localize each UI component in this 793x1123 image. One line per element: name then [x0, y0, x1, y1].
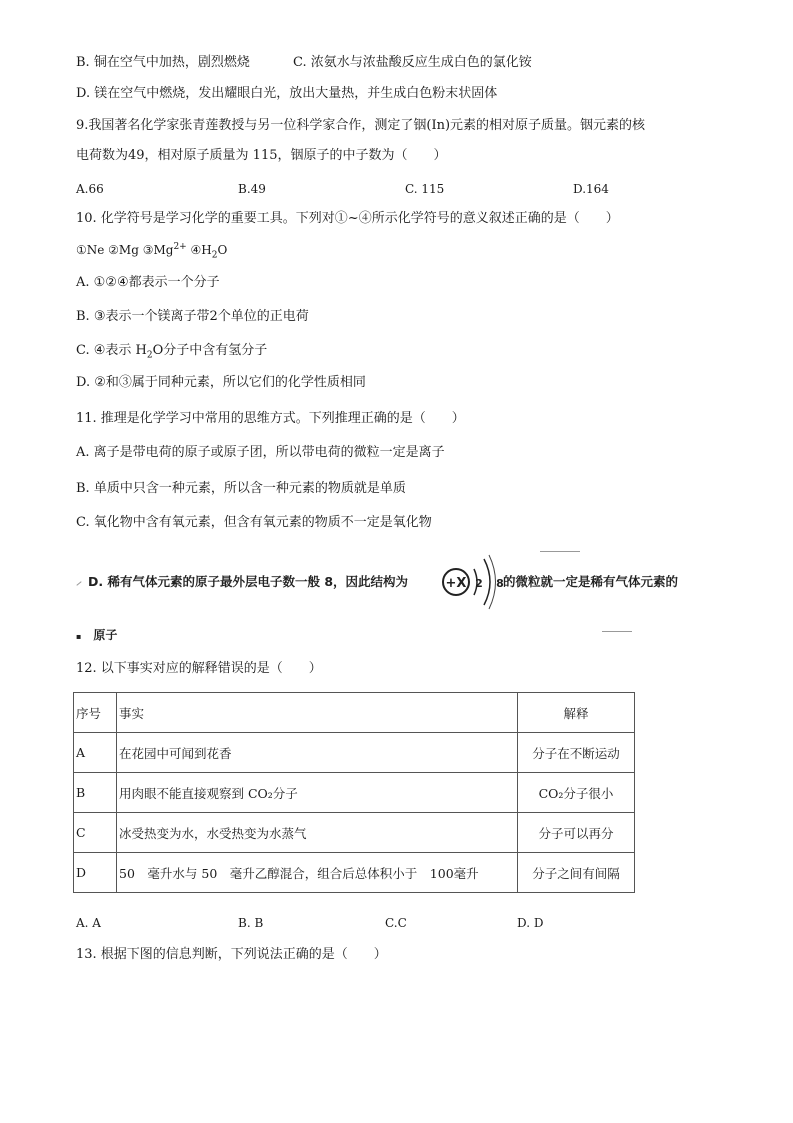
q9-option-b: B.49 [238, 182, 266, 196]
q11-option-c: C. 氧化物中含有氧元素，但含有氧元素的物质不一定是氧化物 [76, 515, 432, 530]
shell-1-electrons: 2 [475, 577, 483, 590]
option-8b: B. 铜在空气中加热，剧烈燃烧 [76, 55, 250, 70]
table-row [74, 813, 635, 853]
table-cell: CO₂分子很小 [518, 773, 635, 813]
q10-option-b: B. ③表示一个镁离子带2个单位的正电荷 [76, 309, 309, 324]
q9-option-d: D.164 [573, 182, 609, 196]
atom-structure-diagram [440, 553, 502, 611]
q10-symbols: ①Ne ②Mg $③Mg^{2+}$ $④H_2O$ [76, 242, 228, 261]
q12-option-d: D. D [517, 916, 544, 930]
table-cell: 分子在不断运动 [518, 733, 635, 773]
table-cell: C [74, 813, 117, 853]
q11-option-a: A. 离子是带电荷的原子或原子团，所以带电荷的微粒一定是离子 [76, 445, 445, 460]
question-9-line1: 9.我国著名化学家张青莲教授与另一位科学家合作，测定了铟(In)元素的相对原子质量。铟元素的核 [76, 118, 646, 133]
table-cell: 冰受热变为水，水受热变为水蒸气 [117, 813, 518, 853]
q9-option-c: C. 115 [405, 182, 445, 196]
q11-option-d-post: 的微粒就一定是稀有气体元素的 [503, 574, 679, 589]
table-cell: 分子可以再分 [518, 813, 635, 853]
nucleus-label: +X [445, 576, 467, 591]
q10-option-c: C. ④表示 $H_2O$分子中含有氢分子 [76, 343, 268, 361]
scan-artifact [76, 581, 81, 586]
q12-option-b: B. B [238, 916, 264, 930]
question-10: 10. 化学符号是学习化学的重要工具。下列对①~④所示化学符号的意义叙述正确的是（ ） [76, 211, 619, 226]
table-cell: 用肉眼不能直接观察到 CO₂分子 [117, 773, 518, 813]
question-13: 13. 根据下图的信息判断，下列说法正确的是（ ） [76, 947, 387, 962]
q9-option-a: A.66 [76, 182, 104, 196]
shell-2-electrons: 8 [496, 577, 504, 590]
option-8c: C. 浓氨水与浓盐酸反应生成白色的氯化铵 [293, 55, 532, 70]
q11-option-d-end: ▪ 原子 [76, 628, 118, 642]
table-header-cell: 事实 [117, 693, 518, 733]
table-cell: 50 毫升水与 50 毫升乙醇混合，组合后总体积小于 100毫升 [117, 853, 518, 893]
table-header-row [74, 693, 635, 733]
option-8d: D. 镁在空气中燃烧，发出耀眼白光，放出大量热，并生成白色粉末状固体 [76, 86, 498, 101]
q11-option-b: B. 单质中只含一种元素，所以含一种元素的物质就是单质 [76, 481, 406, 496]
table-cell: D [74, 853, 117, 893]
q10-option-d: D. ②和③属于同种元素，所以它们的化学性质相同 [76, 375, 366, 390]
q12-option-a: A. A [76, 916, 101, 930]
question-9-line2: 电荷数为49，相对原子质量为 115，铟原子的中子数为（ ） [76, 148, 447, 163]
question-12: 12. 以下事实对应的解释错误的是（ ） [76, 661, 322, 676]
table-row [74, 853, 635, 893]
table-cell: 分子之间有间隔 [518, 853, 635, 893]
table-row [74, 733, 635, 773]
table-header-cell: 序号 [74, 693, 117, 733]
q10-option-a: A. ①②④都表示一个分子 [76, 275, 220, 290]
table-cell: B [74, 773, 117, 813]
q11-option-d-pre: D. 稀有气体元素的原子最外层电子数一般 8，因此结构为 [88, 574, 409, 589]
shell-arc-2 [484, 559, 490, 605]
table-row [74, 773, 635, 813]
table-header-cell: 解释 [518, 693, 635, 733]
scan-artifact [540, 551, 580, 552]
table-cell: 在花园中可闻到花香 [117, 733, 518, 773]
question-11: 11. 推理是化学学习中常用的思维方式。下列推理正确的是（ ） [76, 411, 465, 426]
scan-artifact [602, 631, 632, 632]
facts-table [73, 692, 635, 893]
q12-option-c: C.C [385, 916, 407, 930]
table-cell: A [74, 733, 117, 773]
